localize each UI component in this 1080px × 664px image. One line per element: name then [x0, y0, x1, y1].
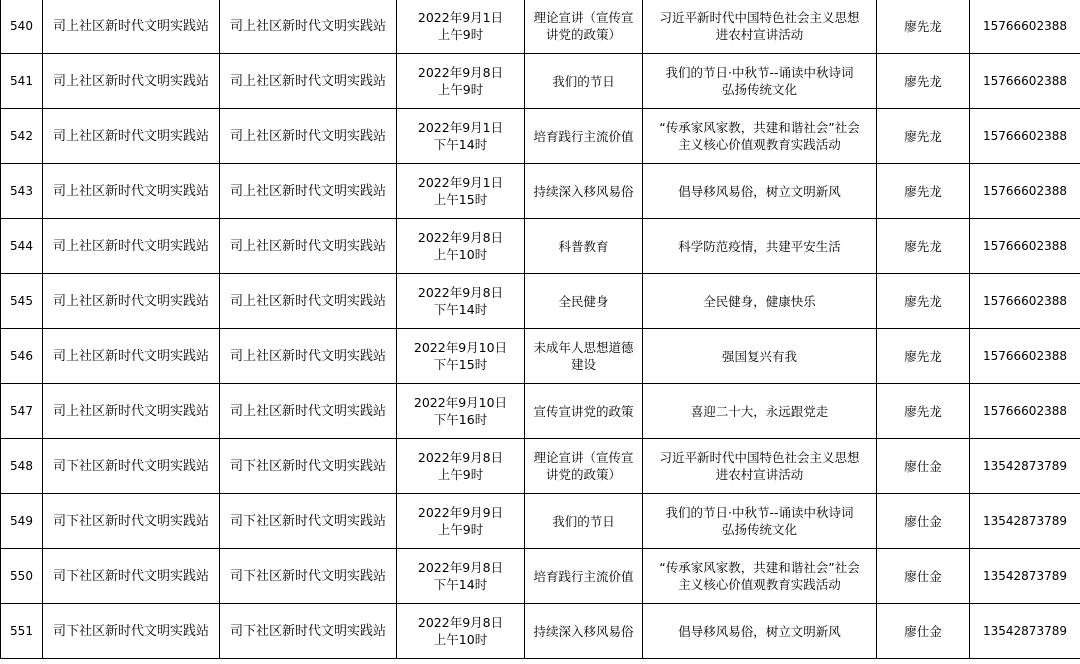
- row-number-cell: 545: [1, 274, 43, 329]
- organizer-station-cell: 司下社区新时代文明实践站: [43, 549, 220, 604]
- contact-person-cell: 廖仕金: [877, 494, 970, 549]
- contact-person-cell: 廖先龙: [877, 384, 970, 439]
- activity-topic-cell: 倡导移风易俗，树立文明新风: [643, 604, 877, 659]
- activity-category-cell: 持续深入移风易俗: [525, 604, 643, 659]
- table-row: [1, 329, 1080, 384]
- contact-phone-cell: 15766602388: [970, 54, 1080, 109]
- venue-station-cell: 司上社区新时代文明实践站: [220, 329, 397, 384]
- table-row: [1, 219, 1080, 274]
- organizer-station-cell: 司下社区新时代文明实践站: [43, 439, 220, 494]
- activity-category-cell: 宣传宣讲党的政策: [525, 384, 643, 439]
- contact-phone-cell: 13542873789: [970, 604, 1080, 659]
- organizer-station-cell: 司上社区新时代文明实践站: [43, 274, 220, 329]
- contact-person-cell: 廖先龙: [877, 109, 970, 164]
- contact-phone-cell: 15766602388: [970, 384, 1080, 439]
- organizer-station-cell: 司上社区新时代文明实践站: [43, 164, 220, 219]
- venue-station-cell: 司上社区新时代文明实践站: [220, 0, 397, 54]
- contact-phone-cell: 13542873789: [970, 549, 1080, 604]
- row-number-cell: 547: [1, 384, 43, 439]
- venue-station-cell: 司下社区新时代文明实践站: [220, 604, 397, 659]
- contact-person-cell: 廖先龙: [877, 219, 970, 274]
- row-number-cell: 540: [1, 0, 43, 54]
- contact-phone-cell: 13542873789: [970, 494, 1080, 549]
- table-row: [1, 604, 1080, 659]
- activity-time-cell: 2022年9月10日 下午15时: [397, 329, 525, 384]
- table-row: [1, 439, 1080, 494]
- organizer-station-cell: 司上社区新时代文明实践站: [43, 329, 220, 384]
- activity-category-cell: 培育践行主流价值: [525, 549, 643, 604]
- activity-time-cell: 2022年9月8日 上午9时: [397, 439, 525, 494]
- activity-topic-cell: 习近平新时代中国特色社会主义思想 进农村宣讲活动: [643, 0, 877, 54]
- activity-category-cell: 科普教育: [525, 219, 643, 274]
- contact-phone-cell: 15766602388: [970, 329, 1080, 384]
- row-number-cell: 541: [1, 54, 43, 109]
- contact-phone-cell: 15766602388: [970, 109, 1080, 164]
- table-body: [1, 0, 1080, 659]
- activity-category-cell: 培育践行主流价值: [525, 109, 643, 164]
- contact-person-cell: 廖仕金: [877, 604, 970, 659]
- activity-topic-cell: 科学防范疫情，共建平安生活: [643, 219, 877, 274]
- contact-phone-cell: 15766602388: [970, 164, 1080, 219]
- activity-time-cell: 2022年9月8日 上午10时: [397, 219, 525, 274]
- contact-phone-cell: 15766602388: [970, 274, 1080, 329]
- activity-topic-cell: 我们的节日·中秋节--诵读中秋诗词 弘扬传统文化: [643, 494, 877, 549]
- venue-station-cell: 司下社区新时代文明实践站: [220, 549, 397, 604]
- row-number-cell: 549: [1, 494, 43, 549]
- activity-topic-cell: 强国复兴有我: [643, 329, 877, 384]
- activity-topic-cell: “传承家风家教，共建和谐社会”社会 主义核心价值观教育实践活动: [643, 549, 877, 604]
- row-number-cell: 546: [1, 329, 43, 384]
- contact-person-cell: 廖先龙: [877, 164, 970, 219]
- activity-time-cell: 2022年9月1日 上午15时: [397, 164, 525, 219]
- venue-station-cell: 司上社区新时代文明实践站: [220, 109, 397, 164]
- activity-time-cell: 2022年9月8日 上午9时: [397, 54, 525, 109]
- row-number-cell: 544: [1, 219, 43, 274]
- table-row: [1, 549, 1080, 604]
- row-number-cell: 542: [1, 109, 43, 164]
- organizer-station-cell: 司下社区新时代文明实践站: [43, 604, 220, 659]
- venue-station-cell: 司上社区新时代文明实践站: [220, 219, 397, 274]
- table-row: [1, 494, 1080, 549]
- activity-time-cell: 2022年9月1日 下午14时: [397, 109, 525, 164]
- contact-person-cell: 廖先龙: [877, 274, 970, 329]
- table-row: [1, 274, 1080, 329]
- activity-time-cell: 2022年9月10日 下午16时: [397, 384, 525, 439]
- activity-category-cell: 持续深入移风易俗: [525, 164, 643, 219]
- activity-category-cell: 理论宣讲（宣传宣 讲党的政策）: [525, 0, 643, 54]
- venue-station-cell: 司上社区新时代文明实践站: [220, 164, 397, 219]
- table-row: [1, 0, 1080, 54]
- row-number-cell: 548: [1, 439, 43, 494]
- organizer-station-cell: 司上社区新时代文明实践站: [43, 0, 220, 54]
- contact-phone-cell: 15766602388: [970, 219, 1080, 274]
- contact-person-cell: 廖先龙: [877, 329, 970, 384]
- activity-time-cell: 2022年9月8日 下午14时: [397, 274, 525, 329]
- venue-station-cell: 司上社区新时代文明实践站: [220, 274, 397, 329]
- contact-person-cell: 廖仕金: [877, 549, 970, 604]
- row-number-cell: 543: [1, 164, 43, 219]
- organizer-station-cell: 司上社区新时代文明实践站: [43, 384, 220, 439]
- venue-station-cell: 司上社区新时代文明实践站: [220, 384, 397, 439]
- row-number-cell: 551: [1, 604, 43, 659]
- activity-topic-cell: 习近平新时代中国特色社会主义思想 进农村宣讲活动: [643, 439, 877, 494]
- activity-topic-cell: 我们的节日·中秋节--诵读中秋诗词 弘扬传统文化: [643, 54, 877, 109]
- venue-station-cell: 司下社区新时代文明实践站: [220, 494, 397, 549]
- table-row: [1, 109, 1080, 164]
- activity-time-cell: 2022年9月1日 上午9时: [397, 0, 525, 54]
- table-row: [1, 54, 1080, 109]
- activity-category-cell: 全民健身: [525, 274, 643, 329]
- organizer-station-cell: 司上社区新时代文明实践站: [43, 219, 220, 274]
- activity-category-cell: 理论宣讲（宣传宣 讲党的政策）: [525, 439, 643, 494]
- activity-time-cell: 2022年9月8日 上午10时: [397, 604, 525, 659]
- organizer-station-cell: 司上社区新时代文明实践站: [43, 109, 220, 164]
- activity-topic-cell: 全民健身，健康快乐: [643, 274, 877, 329]
- venue-station-cell: 司上社区新时代文明实践站: [220, 54, 397, 109]
- contact-phone-cell: 13542873789: [970, 439, 1080, 494]
- table-row: [1, 384, 1080, 439]
- organizer-station-cell: 司上社区新时代文明实践站: [43, 54, 220, 109]
- activity-topic-cell: “传承家风家教，共建和谐社会”社会 主义核心价值观教育实践活动: [643, 109, 877, 164]
- venue-station-cell: 司下社区新时代文明实践站: [220, 439, 397, 494]
- activity-category-cell: 我们的节日: [525, 494, 643, 549]
- contact-person-cell: 廖先龙: [877, 54, 970, 109]
- contact-phone-cell: 15766602388: [970, 0, 1080, 54]
- table-row: [1, 164, 1080, 219]
- activity-time-cell: 2022年9月9日 上午9时: [397, 494, 525, 549]
- contact-person-cell: 廖仕金: [877, 439, 970, 494]
- activity-category-cell: 未成年人思想道德 建设: [525, 329, 643, 384]
- activity-topic-cell: 喜迎二十大，永远跟党走: [643, 384, 877, 439]
- organizer-station-cell: 司下社区新时代文明实践站: [43, 494, 220, 549]
- activity-category-cell: 我们的节日: [525, 54, 643, 109]
- row-number-cell: 550: [1, 549, 43, 604]
- contact-person-cell: 廖先龙: [877, 0, 970, 54]
- activity-time-cell: 2022年9月8日 下午14时: [397, 549, 525, 604]
- activity-topic-cell: 倡导移风易俗，树立文明新风: [643, 164, 877, 219]
